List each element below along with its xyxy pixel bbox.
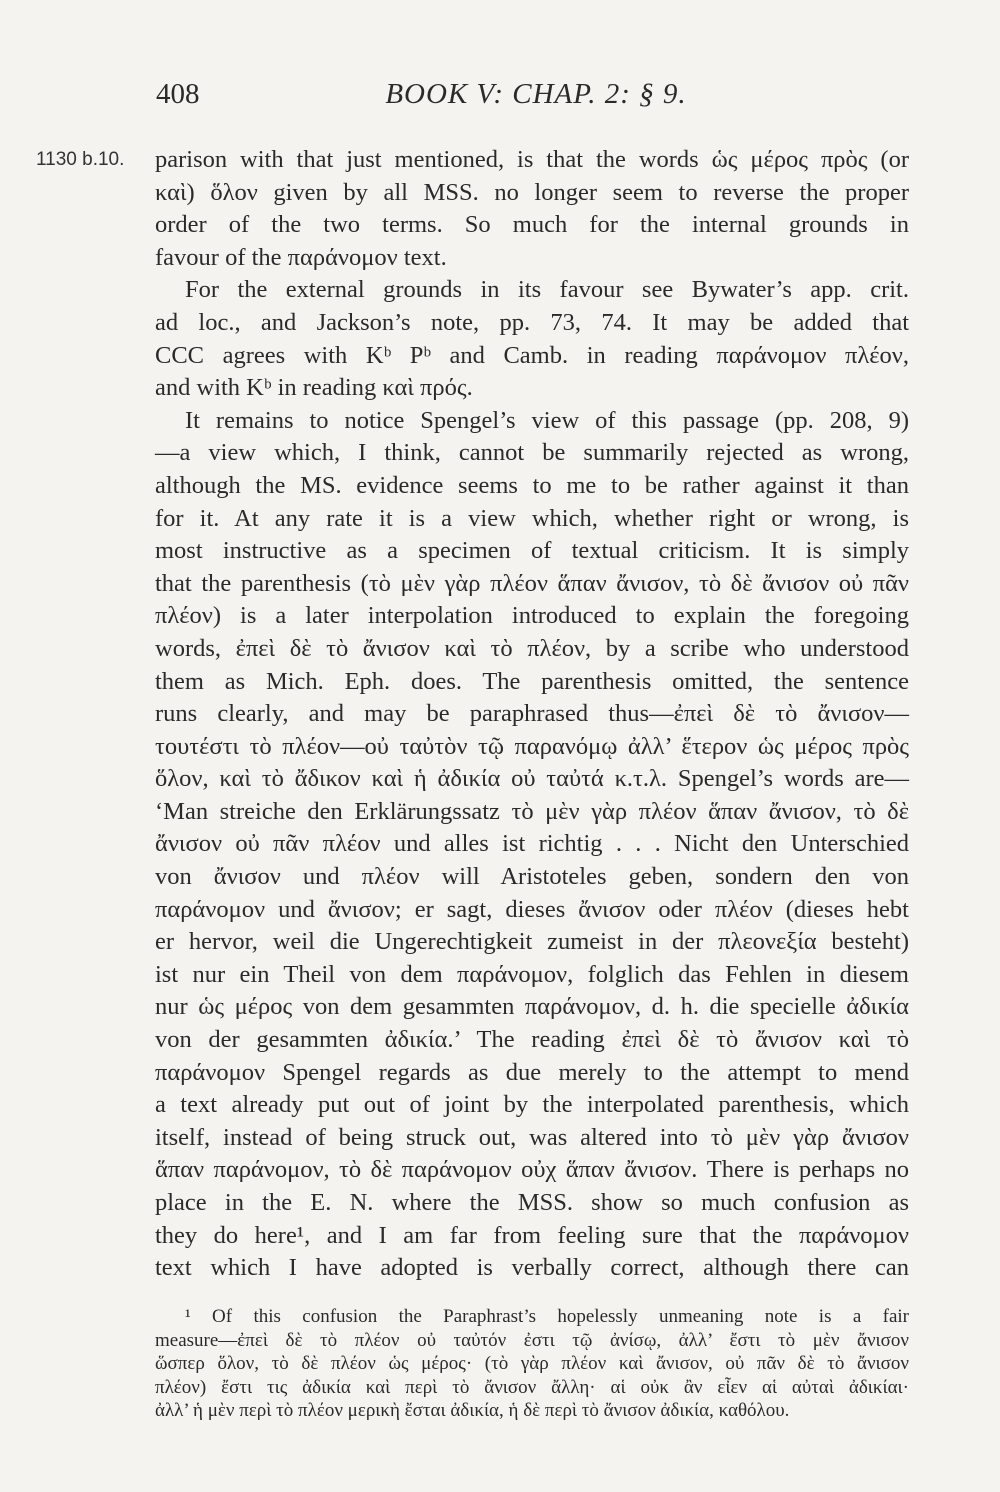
text-line: most instructive as a specimen of textual criticism. It is simply [155,537,909,565]
text-line: τουτέστι τὸ πλέον—οὐ ταὐτὸν τῷ παρανόμῳ ἀλλ’ ἕτερον ὡς μέρος πρὸς [155,732,909,760]
footnote-line: measure—ἐπεὶ δὲ τὸ πλέον οὐ ταὐτόν ἐστι τῷ ἀνίσῳ, ἀλλ’ ἔστι τὸ μὲν ἄνισον [155,1329,909,1351]
body-text [155,144,909,1285]
footnote-line: ὥσπερ ὅλον, τὸ δὲ πλέον ὡς μέρος· (τὸ γὰρ πλέον καὶ ἄνισον, οὐ πᾶν δὲ τὸ ἄνισον [155,1353,909,1374]
text-line: nur ὡς μέρος von dem gesammten παράνομον, d. h. die specielle ἀδικία [155,993,909,1021]
text-line: and with Kᵇ in reading καὶ πρός. [155,374,473,402]
text-line: text which I have adopted is verbally correct, although there can [155,1254,909,1282]
text-line: although the MS. evidence seems to me to be rather against it than [155,471,909,499]
text-line: place in the E. N. where the MSS. show so much confusion as [155,1189,909,1216]
text-line: a text already put out of joint by the interpolated parenthesis, which [155,1091,909,1119]
page-number: 408 [156,78,200,110]
text-line: them as Mich. Eph. does. The parenthesis omitted, the sentence [155,667,909,695]
text-line: itself, instead of being struck out, was altered into τὸ μὲν γὰρ ἄνισον [155,1123,909,1151]
text-line: words, ἐπεὶ δὲ τὸ ἄνισον καὶ τὸ πλέον, by a scribe who understood [155,634,909,662]
text-line: καὶ) ὅλον given by all MSS. no longer seem to reverse the proper [155,178,909,206]
footnote-line: ¹ Of this confusion the Paraphrast’s hopelessly unmeaning note is a fair [185,1306,909,1327]
margin-reference: 1130 b.10. [36,149,125,170]
text-line: von ἄνισον und πλέον will Aristoteles geben, sondern den von [155,863,909,891]
page-header [156,78,916,122]
text-line: they do here¹, and I am far from feeling sure that the παράνομον [155,1221,909,1249]
text-line: von der gesammten ἀδικία.’ The reading ἐπεὶ δὲ τὸ ἄνισον καὶ τὸ [155,1026,909,1054]
text-line: er hervor, weil die Ungerechtigkeit zumeist in der πλεονεξία besteht) [155,928,909,956]
text-line: ἅπαν παράνομον, τὸ δὲ παράνομον οὐχ ἅπαν ἄνισον. There is perhaps no [155,1156,909,1184]
text-line: ad loc., and Jackson’s note, pp. 73, 74. It may be added that [155,308,909,336]
text-line: ‘Man streiche den Erklärungssatz τὸ μὲν γὰρ πλέον ἅπαν ἄνισον, τὸ δὲ [155,797,909,825]
footnote-line: ἀλλ’ ἡ μὲν περὶ τὸ πλέον μερικὴ ἔσται ἀδικία, ἡ δὲ περὶ τὸ ἄνισον ἀδικία, καθόλου. [155,1400,790,1421]
text-line: πλέον) is a later interpolation introduced to explain the foregoing [155,602,909,630]
text-line: παράνομον Spengel regards as due merely to the attempt to mend [155,1058,909,1086]
running-title: BOOK V: CHAP. 2: § 9. [385,78,687,110]
text-line: For the external grounds in its favour see Bywater’s app. crit. [185,276,909,304]
text-line: —a view which, I think, cannot be summarily rejected as wrong, [155,439,909,467]
text-line: runs clearly, and may be paraphrased thus—ἐπεὶ δὲ τὸ ἄνισον— [155,700,909,728]
text-line: favour of the παράνομον text. [155,243,447,271]
text-line: ἄνισον οὐ πᾶν πλέον und alles ist richtig . . . Nicht den Unterschied [155,830,909,858]
text-line: order of the two terms. So much for the internal grounds in [155,211,909,239]
text-line: παράνομον und ἄνισον; er sagt, dieses ἄνισον oder πλέον (dieses hebt [155,895,909,923]
text-line: that the parenthesis (τὸ μὲν γὰρ πλέον ἅπαν ἄνισον, τὸ δὲ ἄνισον οὐ πᾶν [155,569,909,597]
text-line: CCC agrees with Kᵇ Pᵇ and Camb. in reading παράνομον πλέον, [155,341,909,369]
text-line: parison with that just mentioned, is that the words ὡς μέρος πρὸς (or [155,146,909,173]
footnote-line: πλέον) ἔστι τις ἀδικία καὶ περὶ τὸ ἄνισον ἄλλη· αἱ οὐκ ἂν εἶεν αἱ αὐταὶ ἀδικίαι· [155,1376,909,1398]
text-line: ist nur ein Theil von dem παράνομον, folglich das Fehlen in diesem [155,960,909,988]
text-line: It remains to notice Spengel’s view of this passage (pp. 208, 9) [185,406,909,434]
text-line: ὅλον, καὶ τὸ ἄδικον καὶ ἡ ἀδικία οὐ ταὐτά κ.τ.λ. Spengel’s words are— [155,765,909,793]
text-line: for it. At any rate it is a view which, whether right or wrong, is [155,504,909,532]
footnotes [155,1305,909,1423]
